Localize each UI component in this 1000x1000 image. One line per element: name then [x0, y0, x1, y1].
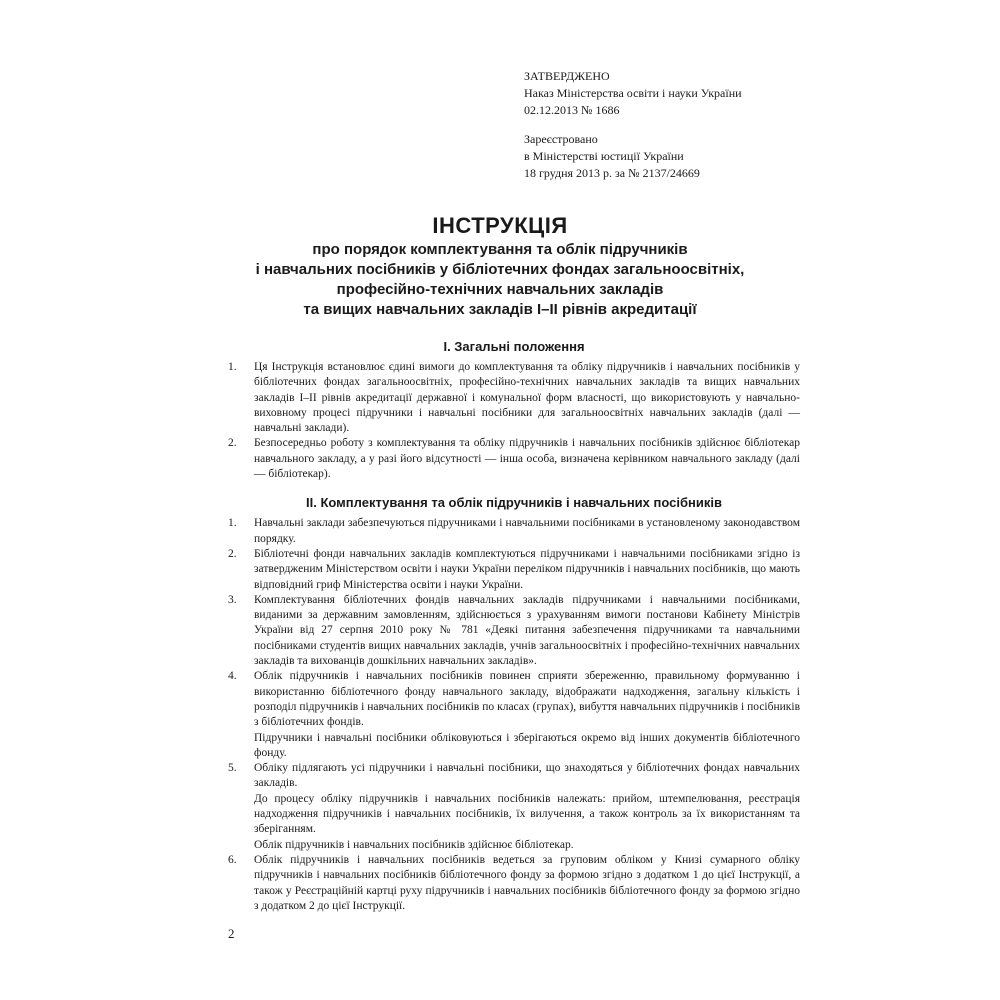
item-text: Облік підручників і навчальних посібників повинен сприяти збереженню, правильному формуванню і використанню бібліотечного фонду навчального закладу, відображати надходження, загальну кількість і розподіл підручників і навчальних посібників по класах (групах), вибуття навчальних підручників і посібників з бібліотечних фондів.	[254, 670, 800, 729]
approval-line: Наказ Міністерства освіти і науки України	[524, 86, 742, 100]
title-subline: про порядок комплектування та облік підручників	[312, 241, 688, 258]
list-item	[228, 669, 800, 761]
page-number: 2	[228, 926, 235, 941]
item-number: 2.	[228, 437, 237, 450]
registration-line: Зареєстровано	[524, 132, 598, 146]
item-number: 2.	[228, 547, 237, 560]
item-text: Обліку підлягають усі підручники і навчальні посібники, що знаходяться у бібліотечних фондах навчальних закладів.	[254, 762, 800, 790]
list-item	[228, 593, 800, 669]
item-number: 6.	[228, 853, 237, 866]
item-text: Ця Інструкція встановлює єдині вимоги до комплектування та обліку підручників і навчальних посібників у бібліотечних фондах загальноосвітніх, професійно-технічних навчальних закладів та вищих навчальних закладів І–ІІ рівнів акредитації державної і комунальної форм власності, що використовують у навчально-виховному процесі підручники і навчальні посібники для загальноосвітніх навчальних закладів (далі — навчальні заклади).	[254, 361, 800, 435]
list-item	[228, 547, 800, 593]
section-title: ІІ. Комплектування та облік підручників і навчальних посібників	[306, 495, 722, 511]
document-body	[228, 332, 800, 914]
title-subline: та вищих навчальних закладів І–ІІ рівнів акредитації	[303, 301, 697, 318]
item-text: Облік підручників і навчальних посібників ведеться за груповим обліком у Книзі сумарного обліку підручників і навчальних посібників бібліотечного фонду за формою згідно з додатком 1 до цієї Інструкції, а також у Реєстраційній картці руху підручників і навчальних посібників бібліотечного фонду за формою згідно з додатком 2 до цієї Інструкції.	[254, 853, 800, 912]
title-main: ІНСТРУКЦІЯ	[432, 213, 568, 238]
item-text: Безпосередньо роботу з комплектування та обліку підручників і навчальних посібників здійснює бібліотекар навчального закладу, а у разі його відсутності — інша особа, визначена керівником навчального закладу (далі — бібліотекар).	[254, 437, 800, 481]
document-title	[190, 212, 810, 320]
item-number: 5.	[228, 762, 237, 775]
item-text: Комплектування бібліотечних фондів навчальних закладів підручниками і навчальними посібниками, виданими за державним замовленням, здійснюється з урахуванням вимоги постанови Кабінету Міністрів України від 27 серпня 2010 року № 781 «Деякі питання забезпечення підручниками та навчальними посібниками студентів вищих навчальних закладів, учнів загальноосвітніх і професійно-технічних навчальних закладів та вихованців дошкільних навчальних закладів».	[254, 593, 800, 668]
item-paragraph: Підручники і навчальні посібники обліковуються і зберігаються окремо від інших документів бібліотечного фонду.	[254, 731, 800, 759]
list-item	[228, 853, 800, 914]
title-subline: і навчальних посібників у бібліотечних фондах загальноосвітніх,	[255, 261, 745, 278]
section-1-items	[228, 360, 800, 482]
registration-line: 18 грудня 2013 р. за № 2137/24669	[524, 166, 700, 180]
item-paragraph: До процесу обліку підручників і навчальних посібників належать: прийом, штемпелювання, реєстрація надходження підручників і навчальних посібників, їх вилучення, а також контроль за їх використанням та зберіганням.	[254, 792, 800, 836]
registration-line: в Міністерстві юстиції України	[524, 149, 684, 163]
list-item	[228, 516, 800, 547]
approval-stamp	[524, 68, 844, 182]
item-number: 3.	[228, 593, 237, 606]
approval-line: 02.12.2013 № 1686	[524, 103, 620, 117]
list-item	[228, 761, 800, 853]
item-text: Бібліотечні фонди навчальних закладів комплектуються підручниками і навчальними посібниками згідно із затвердженим Міністерством освіти і науки України переліком підручників і навчальних посібників, що мають відповідний гриф Міністерства освіти і науки України.	[254, 547, 800, 591]
list-item	[228, 360, 800, 436]
item-paragraph: Облік підручників і навчальних посібників здійснює бібліотекар.	[254, 838, 574, 851]
section-title: І. Загальні положення	[443, 339, 585, 354]
title-subline: професійно-технічних навчальних закладів	[336, 281, 664, 298]
approval-line: ЗАТВЕРДЖЕНО	[524, 69, 610, 83]
item-number: 1.	[228, 361, 237, 373]
item-text: Навчальні заклади забезпечуються підручниками і навчальними посібниками в установленому законодавством порядку.	[254, 517, 800, 545]
list-item	[228, 436, 800, 482]
section-2-items	[228, 516, 800, 914]
item-number: 4.	[228, 670, 237, 683]
item-number: 1.	[228, 517, 237, 530]
